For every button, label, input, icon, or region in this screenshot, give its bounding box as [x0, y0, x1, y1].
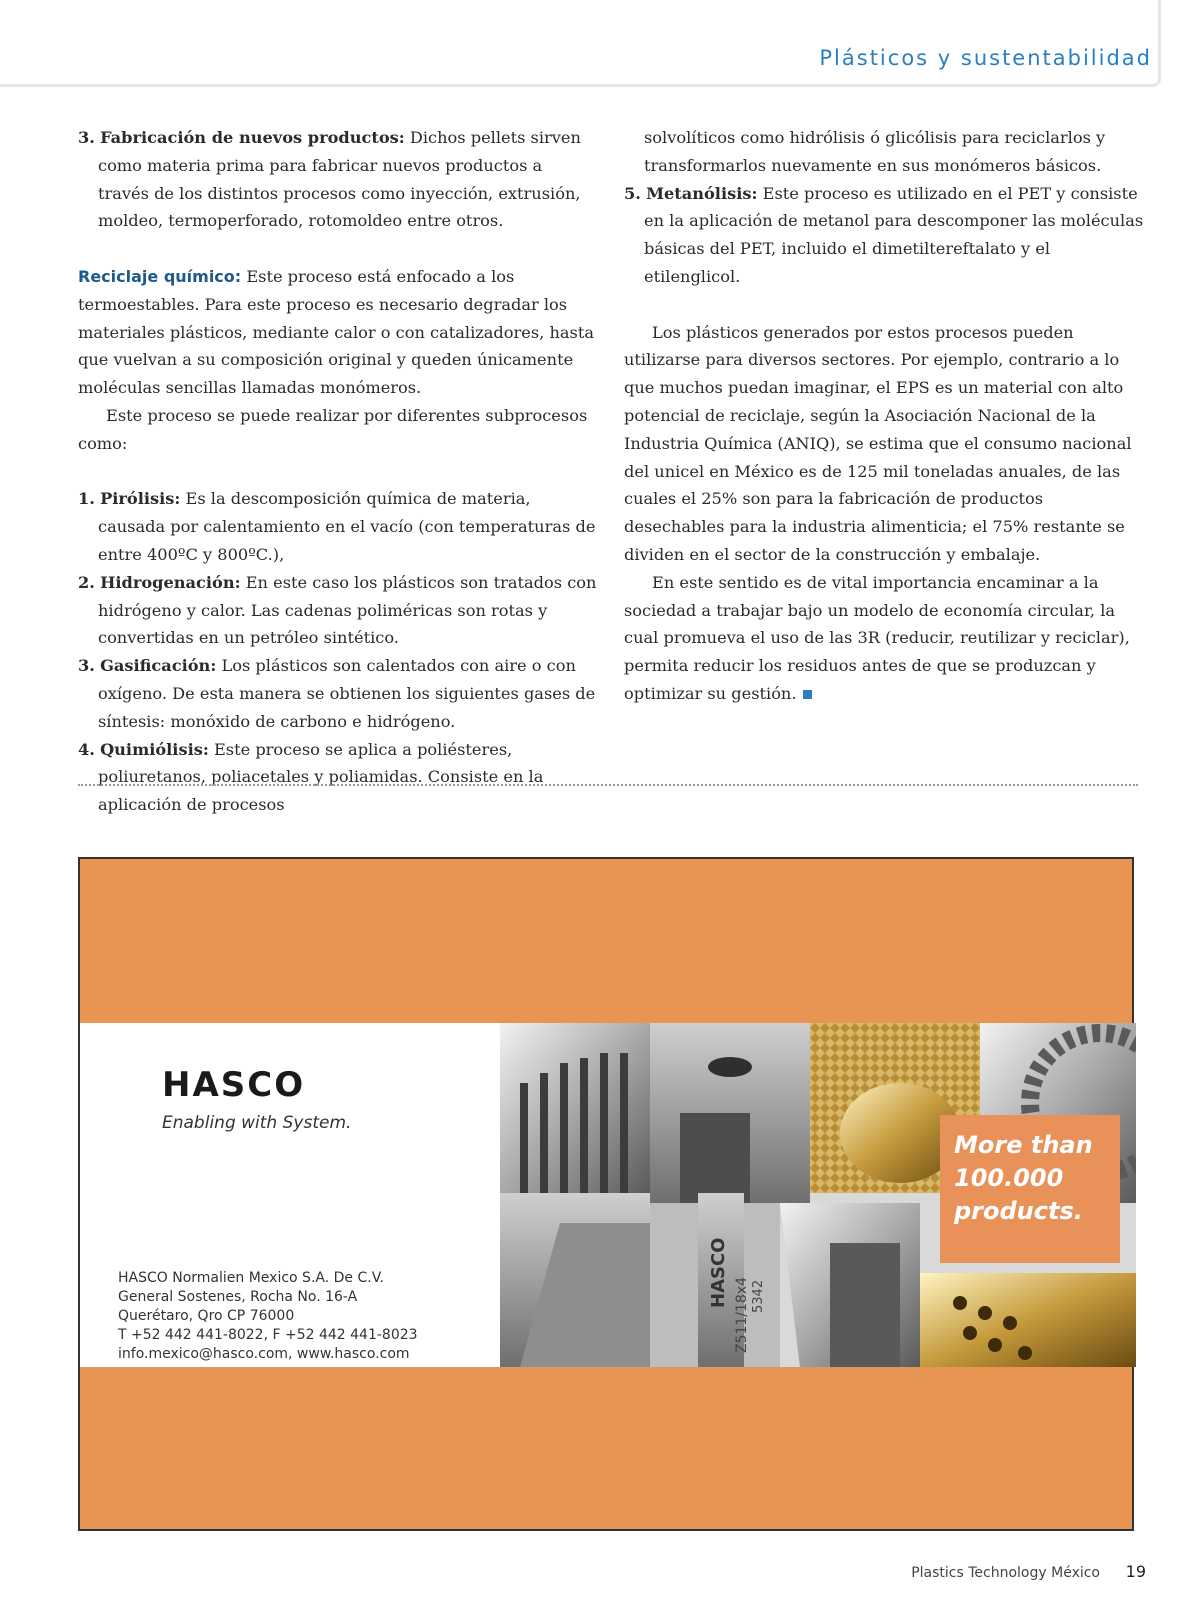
list-item [78, 736, 598, 819]
page-number: 19 [1125, 1562, 1146, 1581]
hasco-logo: HASCO [162, 1065, 306, 1105]
item-number: 1. [78, 489, 95, 509]
hasco-tagline: Enabling with System. [162, 1113, 352, 1133]
item-heading: Gasificación: [100, 656, 217, 676]
contact-line: General Sostenes, Rocha No. 16-A [118, 1289, 358, 1305]
item-number: 3. [78, 128, 95, 147]
item-heading: Fabricación de nuevos productos: [100, 128, 405, 147]
item-heading: Metanólisis: [646, 183, 758, 203]
item-text: Este proceso es utilizado en el PET y consiste en la aplicación de metanol para descomponer las moléculas básicas del PET, incluido el dimetiltereftalato y el etilenglicol. [644, 183, 1144, 286]
paragraph: Los plásticos generados por estos procesos pueden utilizarse para diversos sectores. Por ejemplo, contrario a lo que muchos puedan imaginar, el EPS es un material con alto potencial de reciclaje, según la Asociación Nacional de la Industria Química (ANIQ), se estima que el consumo nacional del unicel en México es de 125 mil toneladas anuales, de las cuales el 25% son para la fabricación de productos desechables para la industria alimenticia; el 75% restante se dividen en el sector de la construcción y embalaje. [624, 322, 1132, 564]
contact-line: Querétaro, Qro CP 76000 [118, 1308, 295, 1324]
item-text: Es la descomposición química de materia, causada por calentamiento en el vacío (con temperaturas de entre 400ºC y 800ºC.), [98, 489, 596, 564]
section-text: Este proceso está enfocado a los termoestables. Para este proceso es necesario degradar los materiales plásticos, mediante calor o con catalizadores, hasta que vuelvan a su composición original y queden únicamente moléculas sencillas llamadas monómeros. [78, 266, 594, 398]
hasco-advertisement[interactable] [78, 857, 1134, 1531]
contact-line: HASCO Normalien Mexico S.A. De C.V. [118, 1270, 384, 1286]
item-text: Este proceso se aplica a poliésteres, poliuretanos, poliacetales y poliamidas. Consiste en la aplicación de procesos [98, 739, 544, 815]
contact-line: T +52 442 441-8022, F +52 442 441-8023 [118, 1327, 418, 1343]
section-heading: Reciclaje químico: [78, 266, 242, 286]
pin-marking-size: Z511/18x4 [734, 1276, 750, 1353]
item-heading: Pirólisis: [100, 489, 181, 509]
list-item [78, 124, 598, 235]
paragraph-closing [624, 569, 1144, 708]
left-column [78, 124, 598, 819]
promo-line: 100.000 [954, 1164, 1064, 1192]
end-mark-icon [803, 690, 812, 699]
promo-line: More than [954, 1131, 1093, 1159]
header-bar [0, 0, 1161, 87]
continued-text: solvolíticos como hidrólisis ó glicólisis para reciclarlos y transformarlos nuevamente en sus monómeros básicos. [644, 128, 1106, 175]
contact-block [118, 1269, 418, 1364]
section-paragraph [78, 263, 598, 402]
item-heading: Quimiólisis: [100, 739, 209, 759]
contact-line[interactable]: info.mexico@hasco.com, www.hasco.com [118, 1346, 410, 1362]
pin-marking-brand: HASCO [708, 1237, 729, 1308]
item-number: 4. [78, 739, 95, 759]
item-text: En este caso los plásticos son tratados con hidrógeno y calor. Las cadenas poliméricas son rotas y convertidas en un petróleo sintético. [98, 572, 597, 648]
list-item [78, 652, 598, 735]
item-number: 3. [78, 656, 95, 676]
list-item [78, 485, 598, 568]
footer-publication: Plastics Technology México [911, 1565, 1100, 1581]
promo-line: products. [954, 1197, 1083, 1225]
item-text: Los plásticos son calentados con aire o con oxígeno. De esta manera se obtienen los siguientes gases de síntesis: monóxido de carbono e hidrógeno. [98, 656, 596, 731]
item-text: Dichos pellets sirven como materia prima para fabricar nuevos productos a través de los distintos procesos como inyección, extrusión, moldeo, termoperforado, rotomoldeo entre otros. [98, 128, 581, 231]
item-number: 5. [624, 183, 641, 203]
ad-info-panel [80, 1023, 500, 1367]
item-heading: Hidrogenación: [100, 572, 241, 592]
promo-box [940, 1115, 1120, 1263]
item-number: 2. [78, 572, 95, 592]
list-item [78, 569, 598, 652]
section-title: Plásticos y sustentabilidad [819, 46, 1152, 70]
paragraph-text: En este sentido es de vital importancia encaminar a la sociedad a trabajar bajo un modelo de economía circular, la cual promueva el uso de las 3R (reducir, reutilizar y reciclar), permita reducir los residuos antes de que se produzcan y optimizar su gestión. [624, 572, 1130, 703]
promo-text [954, 1129, 1124, 1228]
list-item [624, 180, 1144, 291]
subprocess-intro: Este proceso se puede realizar por diferentes subprocesos como: [78, 405, 588, 453]
divider [78, 784, 1138, 786]
pin-marking-code: 5342 [751, 1279, 766, 1313]
right-column [624, 124, 1144, 708]
